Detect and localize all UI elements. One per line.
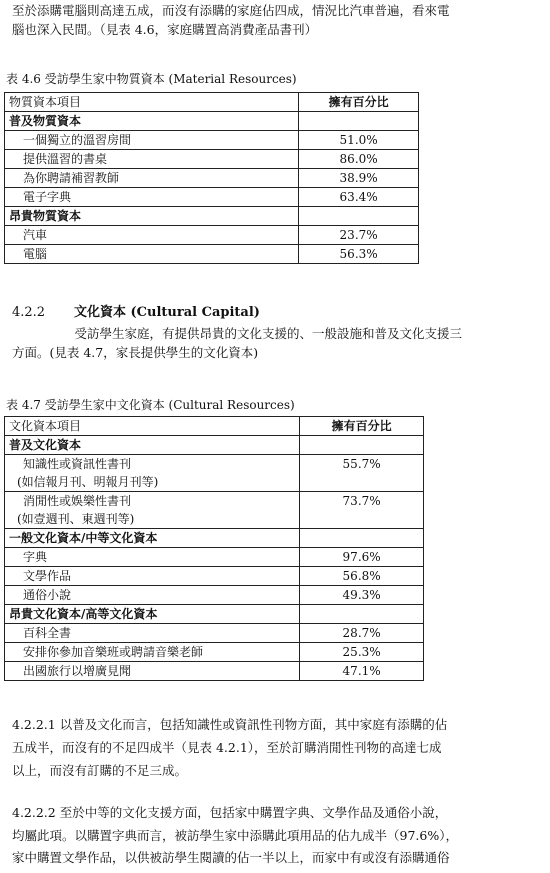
table-row [5,207,419,226]
section-paragraph [12,325,542,363]
table-row [5,112,419,131]
row-label: 通俗小說 [5,586,300,605]
row-value: 97.6% [300,548,424,567]
row-label: (如信報月刊、明報月刊等) [5,473,300,492]
table-row [5,188,419,207]
table-4-7-caption: 表 4.7 受訪學生家中文化資本 (Cultural Resources) [6,398,295,412]
table-header-row [5,93,419,112]
para-line-2: 五成半，而沒有的不足四成半（見表 4.2.1），至於訂購消閒性刊物的高達七成 [12,740,442,756]
para-line-3: 家中購置文學作品，以供被訪學生閱讀的佔一半以上，而家中有或沒有添購通俗 [12,850,450,865]
section-line-1: 受訪學生家庭，有提供昂貴的文化支援的、一般設施和普及文化支援三 [74,326,463,341]
table-header-item: 文化資本項目 [5,417,300,436]
row-value [300,605,424,624]
row-value: 23.7% [299,226,419,245]
table-header-row [5,417,424,436]
row-label: 汽車 [5,226,299,245]
row-value: 47.1% [300,662,424,681]
table-header-percent: 擁有百分比 [299,93,419,112]
table-row [5,643,424,662]
row-value: 55.7% [300,455,424,474]
row-label: 百科全書 [5,624,300,643]
row-value [299,207,419,226]
row-label: 知識性或資訊性書刊 [5,455,300,474]
row-value [300,529,424,548]
para-line-2: 均屬此項。以購置字典而言，被訪學生家中添購此項用品的佔九成半（97.6%）， [12,827,458,843]
row-label: 消閒性或娛樂性書刊 [5,492,300,511]
row-value: 73.7% [300,492,424,511]
table-row [5,226,419,245]
table-row [5,624,424,643]
table-row [5,548,424,567]
row-label: 電腦 [5,245,299,264]
section-heading [12,303,260,323]
row-label: 安排你參加音樂班或聘請音樂老師 [5,643,300,662]
row-label: 提供溫習的書桌 [5,150,299,169]
table-header-percent: 擁有百分比 [300,417,424,436]
paragraph-4-2-2-1 [12,713,542,782]
table-row [5,586,424,605]
row-value [300,510,424,529]
table-row [5,662,424,681]
table-row [5,245,419,264]
paragraph-4-2-2-2 [12,802,542,870]
para-line-1: 4.2.2.1 以普及文化而言，包括知識性或資訊性刊物方面，其中家庭有添購的佔 [12,717,448,732]
table-4-6-caption: 表 4.6 受訪學生家中物質資本 (Material Resources) [6,72,297,86]
table-row [5,131,419,150]
section-title: 文化資本 (Cultural Capital) [74,305,260,320]
table-4-7 [4,416,424,681]
row-value [300,436,424,455]
section-number: 4.2.2 [12,305,46,320]
table-row [5,605,424,624]
row-value: 38.9% [299,169,419,188]
table-row [5,150,419,169]
row-value [300,473,424,492]
table-row [5,436,424,455]
row-value [299,112,419,131]
para-line-3: 以上，而沒有訂購的不足三成。 [12,763,188,779]
table-row [5,455,424,474]
row-value: 56.3% [299,245,419,264]
row-value: 86.0% [299,150,419,169]
table-row [5,529,424,548]
row-label: 昂貴物質資本 [5,207,299,226]
row-label: 為你聘請補習教師 [5,169,299,188]
row-label: 出國旅行以增廣見聞 [5,662,300,681]
row-label: 文學作品 [5,567,300,586]
table-4-6 [4,92,419,264]
row-value: 28.7% [300,624,424,643]
table-row [5,169,419,188]
table-row [5,567,424,586]
row-label: 昂貴文化資本/高等文化資本 [5,605,300,624]
intro-paragraph [12,2,542,40]
table-header-item: 物質資本項目 [5,93,299,112]
row-label: 普及物質資本 [5,112,299,131]
row-value: 25.3% [300,643,424,662]
row-value: 56.8% [300,567,424,586]
row-label: 一般文化資本/中等文化資本 [5,529,300,548]
row-value: 63.4% [299,188,419,207]
row-label: 電子字典 [5,188,299,207]
table-row [5,492,424,511]
intro-line-2: 腦也深入民間。（見表 4.6，家庭購置高消費產品書刊） [12,21,318,37]
row-label: 字典 [5,548,300,567]
row-value: 51.0% [299,131,419,150]
table-row [5,473,424,492]
intro-line-1: 至於添購電腦則高達五成，而沒有添購的家庭佔四成，情況比汽車普遍，看來電 [12,3,450,18]
row-value: 49.3% [300,586,424,605]
row-label: 普及文化資本 [5,436,300,455]
para-line-1: 4.2.2.2 至於中等的文化支援方面，包括家中購置字典、文學作品及通俗小說， [12,805,448,820]
section-line-2: 方面。(見表 4.7，家長提供學生的文化資本) [12,344,259,360]
table-row [5,510,424,529]
row-label: 一個獨立的溫習房間 [5,131,299,150]
row-label: (如壹週刊、東週刊等) [5,510,300,529]
